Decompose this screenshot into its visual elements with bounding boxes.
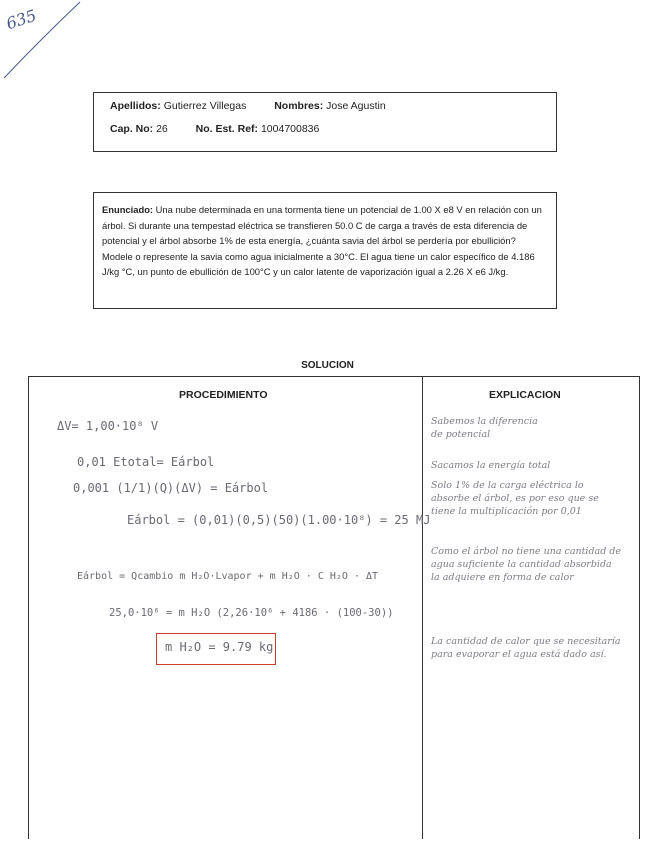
procedure-line: Eárbol = (0,01)(0,5)(50)(1.00·10⁸) = 25 MJ [127,513,431,527]
explanation-line: Sabemos la diferencia de potencial [431,416,538,440]
problem-statement-box [93,192,557,309]
name-row [110,100,386,112]
nombres-label: Nombres: [274,100,324,112]
est-value: 1004700836 [260,123,320,135]
explanation-line: Como el árbol no tiene una cantidad de agua suficiente la cantidad absorbida la adquiere en forma de calor [431,546,622,583]
id-row [110,123,319,135]
procedure-line: 25,0·10⁶ = m H₂O (2,26·10⁶ + 4186 · (100-30)) [109,607,394,619]
apellidos-label: Apellidos: [110,100,161,112]
solution-table [28,376,640,839]
problem-text [102,202,548,280]
procedure-line: 0,01 Etotal= Eárbol [77,455,215,469]
cap-label: Cap. No: [110,123,154,135]
procedure-line: Eárbol = Qcambio m H₂O·Lvapor + m H₂O · C H₂O · ΔT [77,571,379,582]
cap-value: 26 [156,123,168,135]
problem-body: Una nube determinada en una tormenta tiene un potencial de 1.00 X e8 V en relación con un árbol. Si durante una tempestad eléctrica se transfieren 50.0 C de carga a través de esta diferencia de potencial y el árbol absorbe 1% de esta energía, ¿cuánta savia del árbol se perdería por ebullición? Modele o represente la savia como agua inicialmente a 30°C. El agua tiene un calor específico de 4.186 J/kg °C, un punto de ebullición de 100°C y un calor latente de vaporización igual a 2.26 X e6 J/kg. [102,204,542,277]
solution-title: SOLUCION [301,360,354,371]
corner-number: 635 [3,5,39,34]
procedure-line: 0,001 (1/1)(Q)(ΔV) = Eárbol [73,481,269,495]
nombres-value: Jose Agustin [326,100,386,112]
explanation-header: EXPLICACION [489,389,561,401]
explanation-line: Solo 1% de la carga eléctrica lo absorbe el árbol, es por eso que se tiene la multiplicación por 0,01 [431,480,599,517]
est-label: No. Est. Ref: [195,123,259,135]
problem-label: Enunciado: [102,204,154,215]
student-header-box [93,92,557,152]
apellidos-value: Gutierrez Villegas [163,100,247,112]
column-divider [422,377,423,839]
answer-box [156,633,276,665]
explanation-line: La cantidad de calor que se necesitaría para evaporar el agua está dado así. [431,636,621,660]
answer-value: m H₂O = 9.79 kg [165,640,274,654]
explanation-line: Sacamos la energía total [431,460,551,471]
procedure-line: ΔV= 1,00·10⁸ V [57,419,159,433]
procedure-header: PROCEDIMIENTO [179,389,268,401]
